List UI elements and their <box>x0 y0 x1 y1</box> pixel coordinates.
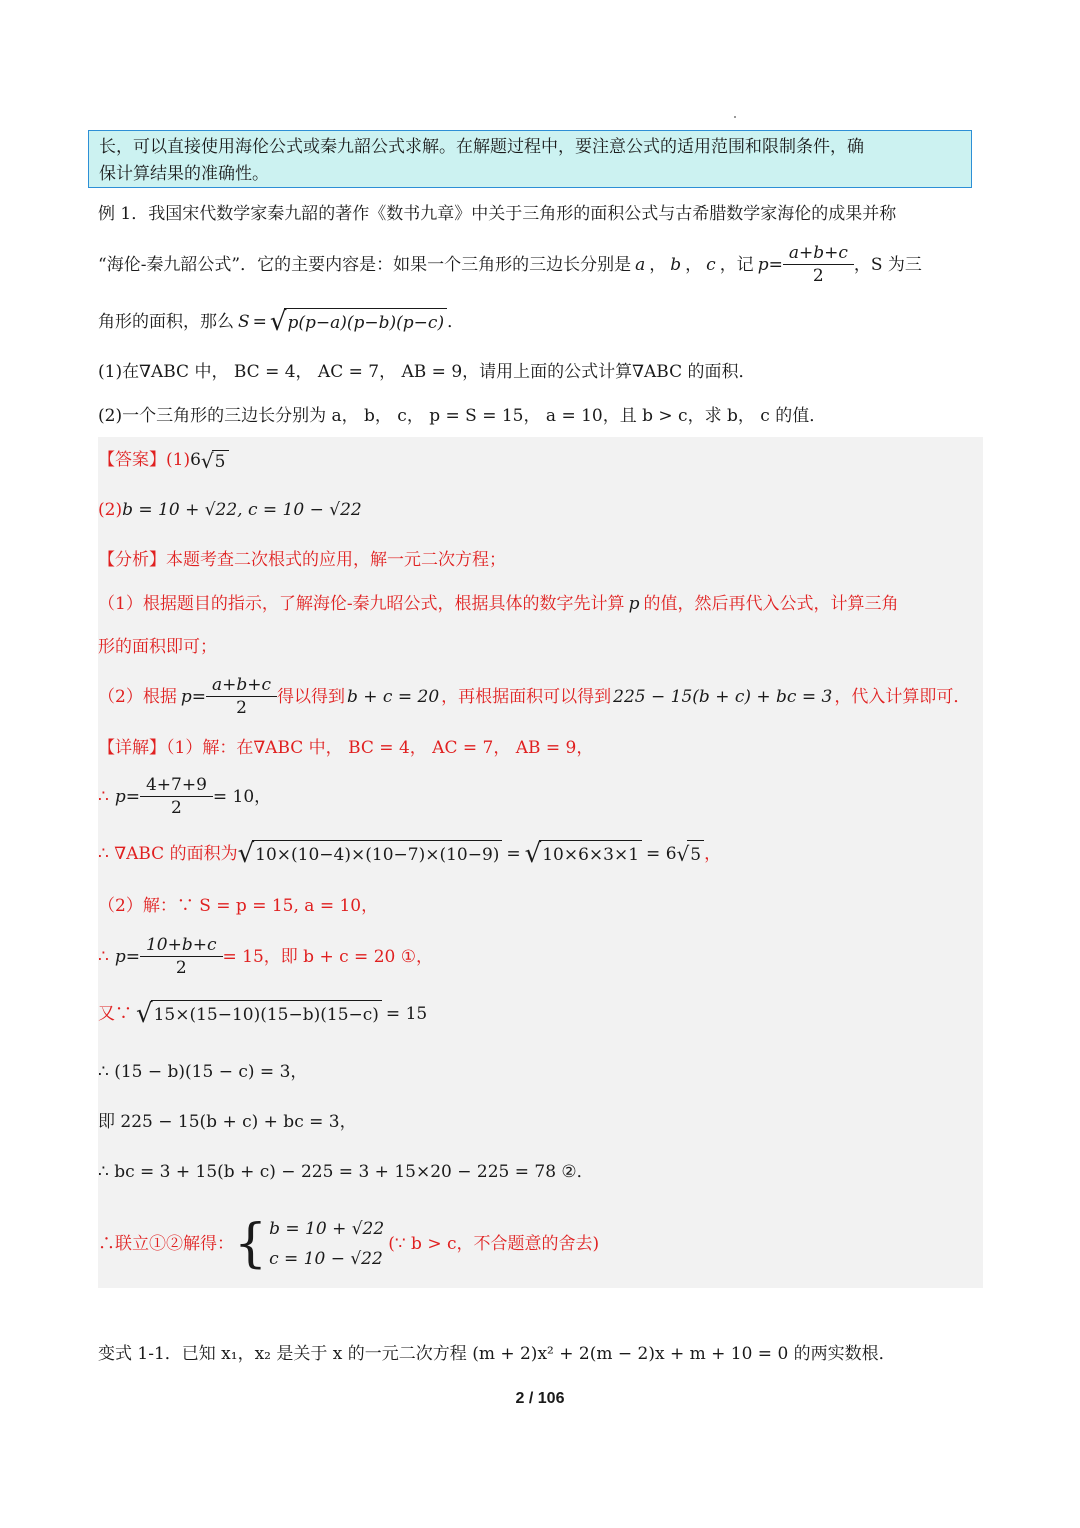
heron-formula-body: p(p−a)(p−b)(p−c) <box>284 308 447 336</box>
system-row-1: b = 10 + √22 <box>269 1219 385 1239</box>
step-1: ∴ p = $\frac{4+7+9}{2}$ = 10， <box>98 775 272 818</box>
answer-line-1: 【答案】(1)6 √ 5 <box>98 448 229 472</box>
step-2: ∴ ∇ABC 的面积为 √ 10×(10−4)×(10−7)×(10−9) = √ 10×6×3×1 = 6 √ 5 ， <box>98 839 722 869</box>
answer-label: 【答案】 <box>98 450 166 470</box>
example-line-2-mid: ，记 <box>719 254 754 275</box>
step-8 <box>98 1214 599 1274</box>
answer-2-value: b = 10 + √22, c = 10 − √22 <box>122 500 362 520</box>
tip-box <box>88 130 972 188</box>
step-4: 又∵ √ 15×(15−10)(15−b)(15−c) = 15 <box>98 999 428 1029</box>
step-2-tail: = 6 <box>646 844 677 864</box>
scan-dot <box>734 116 736 118</box>
step-3-numerator: 10+b+c <box>145 935 217 955</box>
step-1-denominator: 2 <box>140 796 213 819</box>
detail-label: 【详解】 <box>98 738 166 758</box>
analysis-text: 本题考查二次根式的应用，解一元二次方程； <box>166 550 506 570</box>
detail-1: （1）解：在∇ABC 中， BC = 4， AC = 7， AB = 9， <box>166 738 594 758</box>
example-line-3-text: 角形的面积，那么 <box>98 312 234 332</box>
step-1-rhs: = 10， <box>212 786 272 807</box>
analysis-1b: 的值，然后再代入公式，计算三角 <box>643 594 899 614</box>
step-8-label: ∴联立①②解得： <box>98 1234 234 1254</box>
tip-line-2: 保计算结果的准确性。 <box>99 164 269 184</box>
detail-line-1 <box>98 736 593 760</box>
step-2-eq: = <box>506 844 521 864</box>
analysis-line <box>98 548 506 572</box>
analysis-2a: （2）根据 <box>98 686 177 707</box>
step-4-rad: 15×(15−10)(15−b)(15−c) <box>151 1000 382 1028</box>
example-line-3: 角形的面积，那么 S = √ p(p−a)(p−b)(p−c) ． <box>98 307 465 337</box>
analysis-2b: 得以得到 <box>277 686 345 707</box>
analysis-1-line-2: 形的面积即可； <box>98 637 217 657</box>
step-3: ∴ p = $\frac{10+b+c}{2}$ = 15，即 b + c = 20 ①， <box>98 935 433 978</box>
step-4-rhs: = 15 <box>385 1004 428 1024</box>
step-2-rad-3: 5 <box>687 840 704 868</box>
example-line-2-text: “海伦-秦九韶公式”．它的主要内容是：如果一个三角形的三边长分别是 <box>98 254 632 275</box>
detail-line-2: （2）解：∵ S = p = 15, a = 10， <box>98 896 379 916</box>
p-denominator: 2 <box>783 264 854 287</box>
analysis-2e: 225 − 15(b + c) + bc = 3 <box>613 686 833 707</box>
step-3-rhs: = 15，即 b + c = 20 ①， <box>222 946 433 967</box>
answer-1-prefix: (1) <box>166 450 191 470</box>
example-line-2-end: ，S 为三 <box>853 254 922 275</box>
analysis-2-line: （2）根据 p = $\frac{a+b+c}{2}$ 得以得到 b + c = 20 ，再根据面积可以得到 225 − 15(b + c) + bc = 3 ，代入计算即可． <box>98 675 971 718</box>
answer-1-radicand: 5 <box>212 450 229 472</box>
step-1-numerator: 4+7+9 <box>145 775 207 795</box>
question-2: (2)一个三角形的三边长分别为 a， b， c， p = S = 15， a = 10，且 b > c，求 b， c 的值． <box>98 406 827 426</box>
step-4-label: 又∵ <box>98 1004 132 1024</box>
step-8-note: (∵ b > c，不合题意的舍去) <box>388 1234 600 1254</box>
p-numerator: a+b+c <box>788 243 848 263</box>
analysis-1a: （1）根据题目的指示，了解海伦-秦九昭公式，根据具体的数字先计算 <box>98 594 625 614</box>
analysis-1-line-1: （1）根据题目的指示，了解海伦-秦九昭公式，根据具体的数字先计算 p 的值，然后再代入公式，计算三角 <box>98 594 899 614</box>
equation-system: { b = 10 + √22 c = 10 − √22 <box>234 1214 385 1274</box>
analysis-2c: b + c = 20 <box>347 686 440 707</box>
example-line-1: 例 1．我国宋代数学家秦九韶的著作《数书九章》中关于三角形的面积公式与古希腊数学家海伦的成果并称 <box>98 204 897 224</box>
step-2-label: ∴ ∇ABC 的面积为 <box>98 844 238 864</box>
answer-line-2 <box>98 498 362 522</box>
step-5: ∴ (15 − b)(15 − c) = 3， <box>98 1062 308 1082</box>
variant-1-1: 变式 1-1．已知 x₁，x₂ 是关于 x 的一元二次方程 (m + 2)x² + 2(m − 2)x + m + 10 = 0 的两实数根． <box>98 1344 896 1364</box>
step-2-rad-2: 10×6×3×1 <box>539 840 642 868</box>
page-number: 2 / 106 <box>515 1390 565 1407</box>
system-row-2: c = 10 − √22 <box>269 1249 383 1269</box>
answer-1-value: 6 <box>190 450 201 470</box>
step-6: 即 225 − 15(b + c) + bc = 3， <box>98 1112 357 1132</box>
p-fraction <box>786 242 851 287</box>
analysis-2f: ，代入计算即可． <box>834 686 971 707</box>
analysis-label: 【分析】 <box>98 550 166 570</box>
step-7: ∴ bc = 3 + 15(b + c) − 225 = 3 + 15×20 − 225 = 78 ②． <box>98 1162 594 1182</box>
tip-line-1: 长，可以直接使用海伦公式或秦九韶公式求解。在解题过程中，要注意公式的适用范围和限制条件，确 <box>99 137 864 157</box>
step-3-denominator: 2 <box>140 956 223 979</box>
heron-formula: √ p(p−a)(p−b)(p−c) <box>270 308 447 336</box>
step-2-rad-1: 10×(10−4)×(10−7)×(10−9) <box>252 840 502 868</box>
analysis-2d: ，再根据面积可以得到 <box>441 686 612 707</box>
example-line-2: “海伦-秦九韶公式”．它的主要内容是：如果一个三角形的三边长分别是 a ， b ， c ，记 p = $\frac{a+b+c}{2}$ ，S 为三 <box>98 243 922 286</box>
question-1: (1)在∇ABC 中， BC = 4， AC = 7， AB = 9，请用上面的公式计算∇ABC 的面积． <box>98 362 756 382</box>
answer-2-prefix: (2) <box>98 500 123 520</box>
